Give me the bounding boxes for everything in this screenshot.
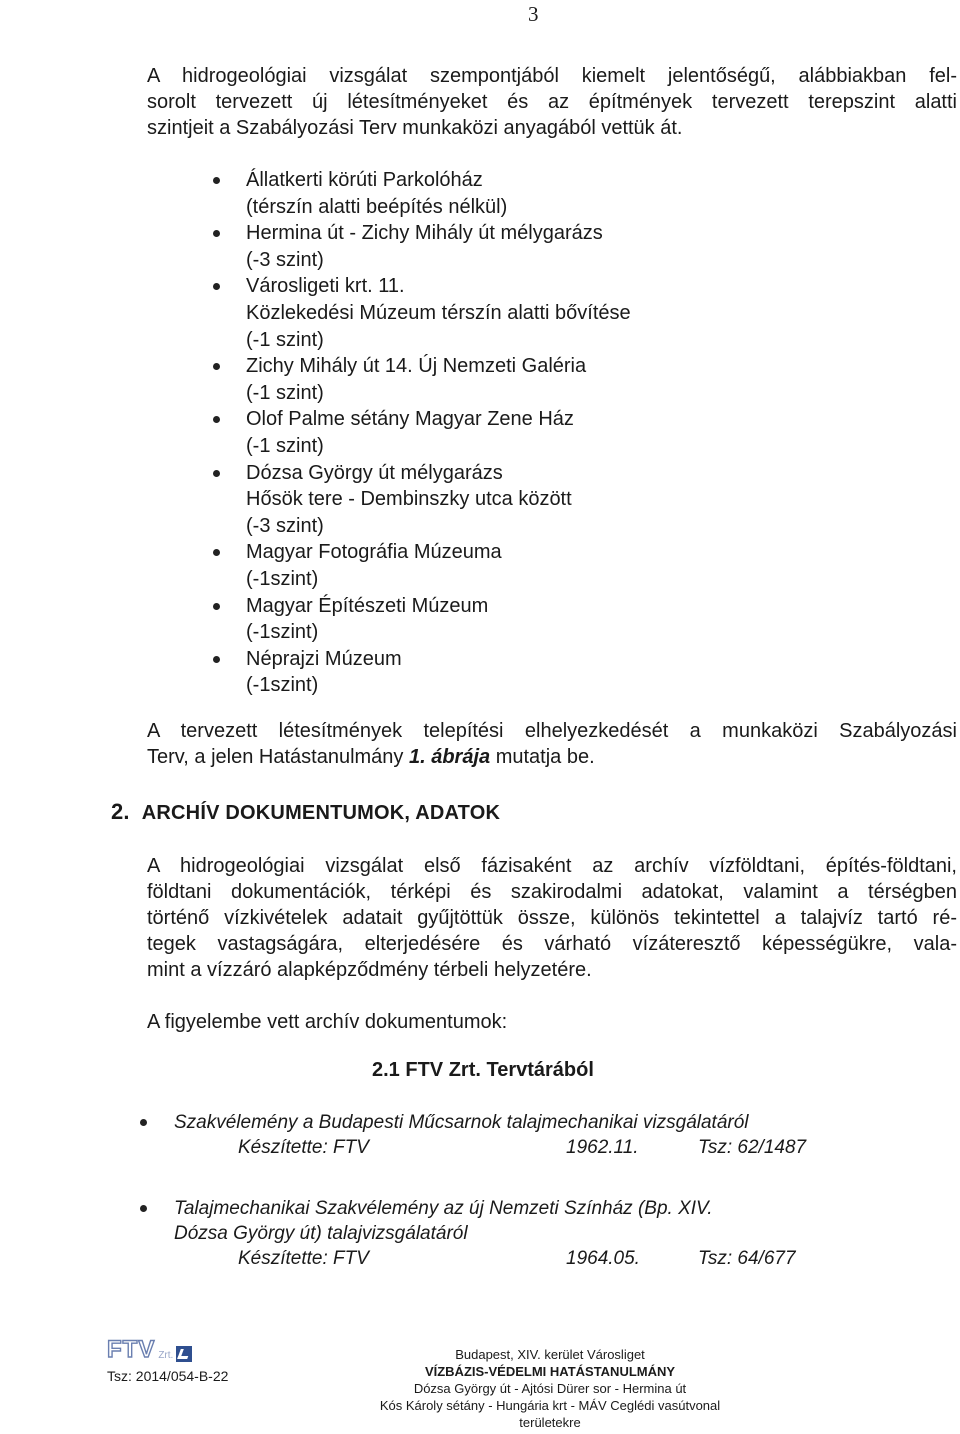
facility-line: (térszín alatti beépítés nélkül) [246, 195, 508, 218]
bullet-icon [213, 470, 220, 477]
footer-left [107, 1336, 228, 1384]
bullet-icon [213, 549, 220, 556]
paragraph-line: történő vízkivételek adatait gyűjtöttük össze, különös tekintettel a talajvíz tartó ré- [147, 907, 957, 929]
paragraph-line [147, 744, 957, 770]
facility-line: Magyar Fotográfia Múzeuma [246, 541, 502, 564]
paragraph-line: A hidrogeológiai vizsgálat első fázisaként az archív vízföldtani, építés-földtani, [147, 855, 957, 877]
page-number: 3 [528, 2, 539, 26]
facility-line: Dózsa György út mélygarázs [246, 461, 503, 484]
bullet-icon [213, 177, 220, 184]
archive-paragraph [147, 853, 957, 983]
footer-line: területekre [519, 1415, 581, 1430]
intro-paragraph [147, 63, 957, 141]
logo-suffix: Zrt. [158, 1350, 174, 1361]
document-meta [174, 1246, 900, 1271]
facility-line: (-1szint) [246, 621, 319, 644]
footer-line: Kós Károly sétány - Hungária krt - MÁV Ceglédi vasútvonal [379, 1398, 721, 1413]
facility-item [213, 167, 913, 220]
bullet-icon [140, 1119, 147, 1126]
facility-line: (-1 szint) [246, 381, 324, 404]
bullet-icon [213, 416, 220, 423]
facility-item [213, 353, 913, 406]
facility-line: Olof Palme sétány Magyar Zene Ház [246, 408, 574, 431]
facility-line: Magyar Építészeti Múzeum [246, 594, 489, 617]
intro-line: szintjeit a Szabályozási Terv munkaközi anyagából vettük át. [147, 117, 683, 139]
text-run: mutatja be. [490, 746, 595, 768]
document-ref: Tsz: 64/677 [698, 1248, 796, 1269]
document-author: Készítette: FTV [238, 1137, 369, 1158]
facility-item [213, 593, 913, 646]
facility-line: Városligeti krt. 11. [246, 275, 405, 298]
facility-line: Hermina út - Zichy Mihály út mélygarázs [246, 222, 603, 245]
document-list [140, 1110, 900, 1307]
facility-line: (-3 szint) [246, 514, 324, 537]
facility-item [213, 273, 913, 353]
intro-line: sorolt tervezett új létesítményeket és az építmények tervezett terepszint alatti [147, 91, 957, 113]
section-number: 2. [111, 799, 130, 824]
paragraph-line: földtani dokumentációk, térképi és szakirodalmi adatokat, valamint a térségben [147, 881, 957, 903]
bullet-icon [140, 1205, 147, 1212]
facility-line: Állatkerti körúti Parkolóház [246, 169, 483, 191]
figure-reference-paragraph [147, 718, 957, 770]
facility-item [213, 539, 913, 592]
facility-line: Néprajzi Múzeum [246, 647, 402, 670]
facility-line: Zichy Mihály út 14. Új Nemzeti Galéria [246, 355, 587, 378]
document-date: 1964.05. [566, 1248, 640, 1269]
document-title: Talajmechanikai Szakvélemény az új Nemzeti Színház (Bp. XIV. [174, 1198, 713, 1219]
bullet-icon [213, 603, 220, 610]
bullet-icon [213, 656, 220, 663]
paragraph-line: mint a vízzáró alapképződmény térbeli helyzetére. [147, 959, 592, 981]
facility-line: (-1szint) [246, 567, 319, 590]
facility-item [213, 646, 913, 699]
paragraph-line: A tervezett létesítmények telepítési elhelyezkedését a munkaközi Szabályozási [147, 720, 957, 742]
section-heading [111, 799, 500, 825]
footer-line: VÍZBÁZIS-VÉDELMI HATÁSTANULMÁNY [424, 1364, 676, 1379]
facility-item [213, 406, 913, 459]
figure-reference: 1. ábrája [408, 746, 491, 768]
document-date: 1962.11. [566, 1137, 639, 1158]
logo-mark-icon [176, 1346, 192, 1362]
archive-document [140, 1196, 900, 1271]
facility-list [213, 167, 913, 699]
footer-line: Budapest, XIV. kerület Városliget [455, 1347, 645, 1362]
subsection-heading: 2.1 FTV Zrt. Tervtárából [372, 1059, 594, 1081]
document-title: Dózsa György út) talajvizsgálatáról [174, 1223, 468, 1244]
documents-intro: A figyelembe vett archív dokumentumok: [147, 1011, 508, 1033]
facility-line: (-1 szint) [246, 328, 324, 351]
bullet-icon [213, 230, 220, 237]
section-title: ARCHÍV DOKUMENTUMOK, ADATOK [141, 802, 501, 824]
bullet-icon [213, 363, 220, 370]
facility-line: Közlekedési Múzeum térszín alatti bővítése [246, 301, 631, 324]
archive-document [140, 1110, 900, 1160]
intro-line: A hidrogeológiai vizsgálat szempontjából kiemelt jelentőségű, alábbiakban fel- [147, 65, 957, 87]
text-run: Terv, a jelen Hatástanulmány [147, 746, 409, 768]
footer-line: Dózsa György út - Ajtósi Dürer sor - Hermina út [413, 1381, 687, 1396]
facility-line: (-3 szint) [246, 248, 324, 271]
facility-line: Hősök tere - Dembinszky utca között [246, 488, 572, 511]
facility-item [213, 220, 913, 273]
document-meta [174, 1135, 900, 1160]
company-logo [107, 1336, 228, 1362]
document-title: Szakvélemény a Budapesti Műcsarnok talajmechanikai vizsgálatáról [174, 1112, 749, 1133]
bullet-icon [213, 283, 220, 290]
facility-line: (-1 szint) [246, 434, 324, 457]
document-author: Készítette: FTV [238, 1248, 369, 1269]
footer-center [330, 1346, 770, 1431]
document-ref: Tsz: 62/1487 [698, 1137, 807, 1158]
document-number: Tsz: 2014/054-B-22 [107, 1368, 229, 1384]
facility-item [213, 460, 913, 540]
logo-text: FTV [107, 1336, 156, 1363]
paragraph-line: tegek vastagságára, elterjedésére és várható vízáteresztő képességükre, vala- [147, 933, 957, 955]
facility-line: (-1szint) [246, 674, 319, 697]
